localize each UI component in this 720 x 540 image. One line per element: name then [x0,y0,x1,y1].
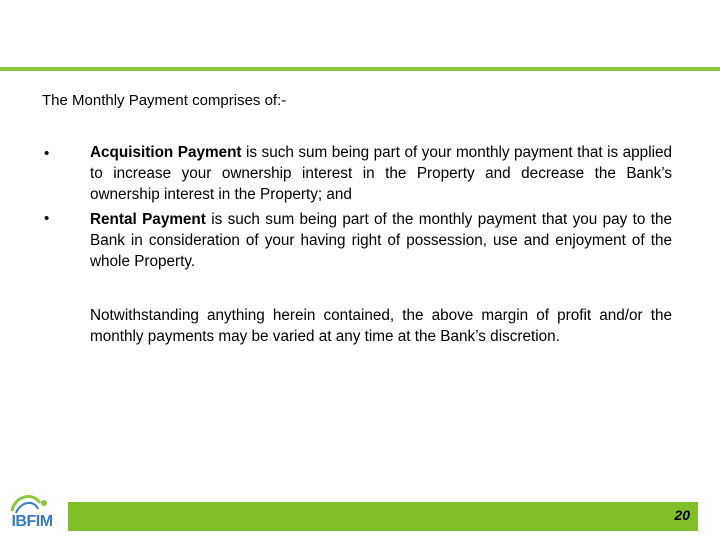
page-number: 20 [674,507,690,523]
bullet-description: is such sum being part of the monthly payment that you pay to the Bank in consideration of your having right of possession, use and enjoyment of the whole Property. [90,211,672,270]
intro-text: The Monthly Payment comprises of:- [42,92,287,109]
bullet-marker: • [44,210,50,227]
bullet-term: Rental Payment [90,211,206,228]
header-accent-rule [0,67,720,71]
ibfim-logo [6,493,58,535]
bullet-description: is such sum being part of your monthly payment that is applied to increase your ownership interest in the Property and decrease the Bank’s ownership interest in the Property; and [90,144,673,203]
discretion-note: Notwithstanding anything herein contained, the above margin of profit and/or the monthly payments may be varied at any time at the Bank’s discretion. [90,307,672,345]
bullet-term: Acquisition Payment [90,144,242,161]
logo-text: IBFIM [11,513,53,530]
footer-bar [68,502,698,531]
bullet-marker: • [44,145,50,162]
bullet-item-acquisition-payment [90,142,672,205]
bullet-item-rental-payment [90,209,672,272]
